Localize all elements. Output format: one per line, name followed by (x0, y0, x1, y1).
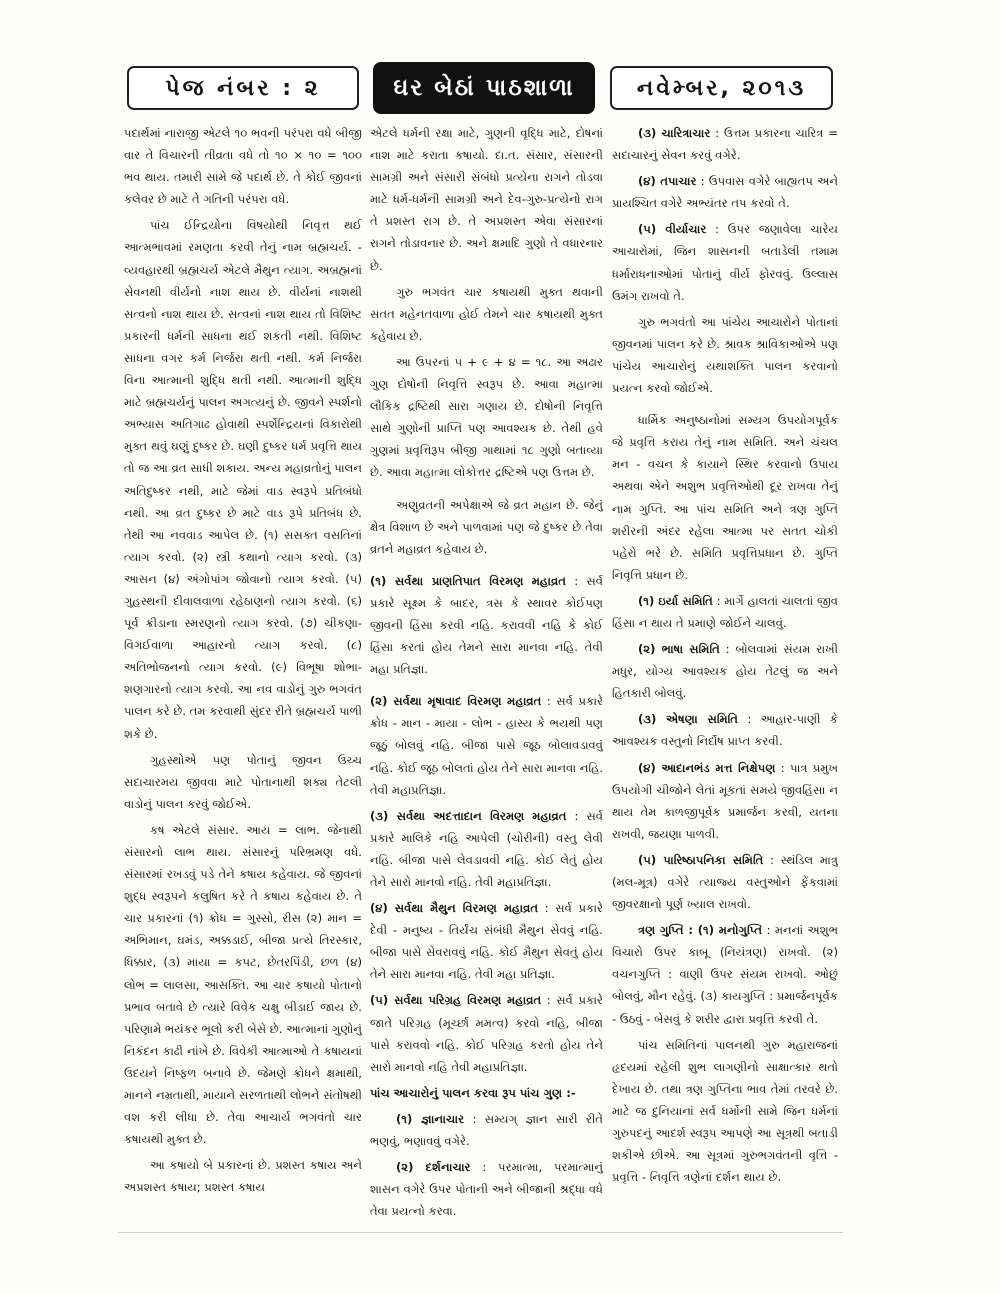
vow-text: : સર્વ પ્રકારે સૂક્ષ્મ કે બાદર, ત્રસ કે સ્થાવર કોઈપણ જીવની હિંસા કરવી નહિ. કરાવવી નહિ કે કોઈ હિંસા કરતાં હોય તેમને સારા માનવા નહિ. તેવી મહા પ્રતિજ્ઞા. (370, 573, 603, 677)
bottom-rule (118, 1232, 843, 1233)
samiti-heading: (૨) ભાષા સમિતિ (638, 642, 720, 657)
masthead-title: ઘર બેઠાં પાઠશાળા (393, 75, 575, 101)
samiti-1 (612, 590, 838, 634)
paragraph: ગુરુ ભગવંતો આ પાંચેય આચારોને પોતાનાં જીવનમાં પાલન કરે છે. શ્રાવક શ્રાવિકાઓએ પણ પાંચેય આચારોનું યથાશક્તિ પાલન કરવાનો પ્રયત્ન કરવો જોઈએ. (612, 314, 838, 396)
conduct-1 (370, 1108, 603, 1152)
conduct-heading: (૪) તપાચાર (638, 174, 697, 189)
samiti-5 (612, 849, 838, 915)
vow-text: : સર્વ પ્રકારે માલિકે નહિ આપેલી (ચોરીની) વસ્તુ લેવી નહિ. બીજા પાસે લેવડાવવી નહિ. કોઈ લેતું હોય તેને સારો માનવો નહિ. તેવી મહાપ્રતિજ્ઞા. (370, 808, 603, 889)
vow-label: મહાવ્રત (507, 694, 542, 709)
paragraph: આ કષાયો બે પ્રકારનાં છે. પ્રશસ્ત કષાય અને અપ્રશસ્ત કષાય; પ્રશસ્ત કષાય (124, 1158, 362, 1195)
conduct-text: : ઉત્તમ પ્રકારના ચારિત્ર = સદાચારનું સેવન કરવું વગેરે. (612, 126, 838, 163)
vow-1 (370, 570, 603, 680)
samiti-heading: (૧) ઇર્યા સમિતિ (638, 593, 713, 608)
samiti-text: : સ્થંડિલ માત્રુ (મલ-મૂત્ર) વગેરે ત્યાજ્ય વસ્તુઓને ફેંકવામાં જીવરક્ષાનો પૂર્ણ ખ્યાલ રાખવો. (612, 852, 838, 912)
issue-date-box (610, 66, 833, 110)
page-header (0, 58, 1000, 118)
conduct-heading: (૧) જ્ઞાનાચાર (396, 1111, 465, 1126)
vow-5 (370, 989, 603, 1077)
conduct-4 (612, 170, 838, 214)
conduct-2 (370, 1156, 603, 1222)
paragraph: કષ એટલે સંસાર. આય = લાભ. જેનાથી સંસારનો લાભ થાય. સંસારનું પરિભ્રમણ વધે. સંસારમાં રખડવું પડે તેને કષાય કહેવાય. જે જીવનાં શુદ્ધ સ્વરૂપને કલુષિત કરે તે કષાય કહેવાય છે. તે ચાર પ્રકારનાં (૧) ક્રોધ = ગુસ્સો, રીસ (૨) માન = અભિમાન, ઘમંડ, અક્કડાઈ, બીજા પ્રત્યે તિરસ્કાર, ધિક્કાર, (૩) માયા = કપટ, છેતરપિંડી, છળ (૪) લોભ = લાલસા, આસક્તિ. આ ચાર કષાયો પોતાનો પ્રભાવ બતાવે છે ત્યારે વિવેક ચક્ષુ બીડાઈ જાય છે. પરિણામે ભયંકર ભૂલો કરી બેસે છે. આત્માનાં ગુણોનું નિકંદન કાઢી નાંખે છે. વિવેકી આત્માઓ તે કષાયનાં ઉદયને નિષ્ફળ બનાવે છે. જેમણે ક્રોધને ક્ષમાથી, માનને નમ્રતાથી, માયાને સરળતાથી લોભને સંતોષથી વશ કરી લીધા છે. તેવા આચાર્ય ભગવંતો ચાર કષાયથી મુક્ત છે. (124, 822, 362, 1147)
conduct-3 (612, 122, 838, 166)
conduct-text: : ઉપવાસ વગેરે બાહ્યતપ અને પ્રાયશ્ચિત વગેરે અભ્યંતર તપ કરવો તે. (612, 174, 838, 211)
column-3 (612, 122, 838, 1232)
paragraph: ગુરુ ભગવંત ચાર કષાયથી મુક્ત થવાની સતત મહેનતવાળા હોઈ તેમને ચાર કષાયથી મુક્ત કહેવાય છે. (370, 284, 603, 343)
samiti-4 (612, 757, 838, 845)
samiti-2 (612, 638, 838, 704)
page-number-box (127, 66, 359, 110)
column-2 (370, 122, 603, 1232)
paragraph: પદાર્થમાં નારાજી એટલે ૧૦ ભવની પરંપરા વધે બીજી વાર તે વિચારની તીવ્રતા વધે તો ૧૦ × ૧૦ = ૧૦૦ ભવ થાય. તમારી સામે જે પદાર્થ છે. તે કોઈ જીવનાં કલેવર છે માટે તે ગતિની પરંપરા વધે. (124, 126, 362, 207)
vow-label: મહાવ્રત (532, 808, 567, 823)
samiti-3 (612, 708, 838, 752)
vow-heading: (૨) સર્વથા મૃષાવાદ વિરમણ (370, 694, 502, 709)
samiti-heading: (૪) આદાનભંડ મત્ત નિક્ષેપણ (638, 760, 776, 775)
paragraph: પાંચ સમિતિનાં પાલનથી ગુરુ મહારાજનાં હૃદયમાં રહેલી શુભ લાગણીનો સાક્ષાત્કાર થતો દેખાય છે. તથા ત્રણ ગુપ્તિના ભાવ તેમાં તરવરે છે. માટે જ દુનિયાનાં સર્વ ધર્મોની સામે જિન ધર્મનાં ગુરુપદનું આદર્શ સ્વરૂપ આપણે આ સૂત્રથી બતાડી શકીએ છીએ. આ સૂત્રમાં ગુરુભગવંતની વૃત્તિ - પ્રવૃત્તિ - નિવૃત્તિ ત્રણેનાં દર્શન થાય છે. (612, 1037, 838, 1185)
samiti-heading: (૩) એષણા સમિતિ (638, 712, 738, 727)
conduct-heading: (૨) દર્શનાચાર (396, 1160, 471, 1175)
section-heading: પાંચ આચારોનું પાલન કરવા રૂપ પાંચ ગુણ :- (370, 1085, 576, 1100)
column-1 (124, 122, 362, 1232)
vow-heading: (૪) સર્વથા મૈથુન વિરમણ મહાવ્રત (370, 901, 539, 916)
conduct-text: : ઉપર જણાવેલા ચારેય આચારોમાં, જિન શાસનની બતાડેલી તમામ ધર્મારાધનાઓમાં પોતાનું વીર્ય ફોરવવું. ઉલ્લાસ ઉમંગ રાખવો તે. (612, 222, 838, 303)
conduct-heading: (૩) ચારિત્રાચાર (638, 126, 711, 140)
samiti-text: : આહાર-પાણી કે આવશ્યક વસ્તુનો નિર્દોષ પ્રાપ્ત કરવી. (612, 712, 838, 749)
page-number: પેજ નંબર : ૨ (165, 75, 321, 101)
vow-2 (370, 690, 603, 800)
vow-heading: (૫) સર્વથા પરિગ્રહ વિરમણ (370, 993, 502, 1008)
samiti-text: : પાત્ર પ્રમુખ ઉપયોગી ચીજોને લેતાં મૂકતાં સમયે જીવહિંસા ન થાય તેમ કાળજીપૂર્વક પ્રમાર્જન કરવી, યતના રાખવી, જયણા પાળવી. (612, 760, 838, 841)
vow-label: મહાવ્રત (506, 993, 542, 1008)
article-body (0, 122, 1000, 1232)
samiti-text: : માર્ગે હાલતાં ચાલતાં જીવ હિંસા ન થાય તે પ્રમાણે જોઈને ચાલવું. (612, 593, 838, 630)
paragraph: ગુહસ્થોએ પણ પોતાનું જીવન ઉચ્ચ સદાચારમય જીવવા માટે પોતાનાથી શક્ય તેટલી વાડોનું પાલન કરવું જોઈએ. (124, 752, 362, 811)
paragraph: આ ઉપરનાં ૫ + ૯ + ૪ = ૧૮. આ અઢાર ગુણ દોષોની નિવૃત્તિ સ્વરૂપ છે. આવા મહાત્મા લૌકિક દ્રષ્ટિથી સારા ગણાય છે. દોષોની નિવૃત્તિ સાથે ગુણોની પ્રાપ્તિ પણ આવશ્યક છે. તેથી હવે ગુણમાં પ્રવૃત્તિરૂપ બીજી ગાથામાં ૧૮ ગુણો બતાવ્યા છે. આવા મહાત્મા લોકોત્તર દ્રષ્ટિએ પણ ઉત્તમ છે. (370, 354, 603, 480)
vow-3 (370, 805, 603, 893)
gupti-text: : મનનાં અશુભ વિચારો ઉપર કાબૂ (નિયંત્રણ) રાખવો. (૨) વચનગુપ્તિ : વાણી ઉપર સંયમ રાખવો. ઓછું બોલવું, મૌન રહેવું. (૩) કાયગુપ્તિ : પ્રમાર્જનપૂર્વક - ઉઠવું - બેસવું કે શરીર દ્વારા પ્રવૃત્તિ કરવી તે. (612, 923, 838, 1026)
vow-heading: (૧) સર્વથા પ્રાણતિપાત વિરમણ (370, 573, 524, 588)
paragraph: અણુવ્રતની અપેક્ષાએ જે વ્રત મહાન છે. જેનું ક્ષેત્ર વિશાળ છે અને પાળવામાં પણ જે દુષ્કર છે તેવા વ્રતને મહાવ્રત કહેવાય છે. (370, 497, 603, 556)
vow-text: : સર્વ પ્રકારે દેવી - મનુષ્ય - તિર્યંચ સંબંધી મૈથુન સેવવું નહિ. બીજા પાસે સેવરાવવું નહિ. કોઈ મૈથુન સેવતું હોય તેને સારા માનવા નહિ. તેવી મહા પ્રતિજ્ઞા. (370, 901, 603, 982)
paragraph: એટલે ધર્મની રક્ષા માટે, ગુણની વૃદ્ધિ માટે, દોષનાં નાશ માટે કરાતા કષાયો. દા.ત. સંસાર, સંસારની સામગ્રી અને સંસારી સંબંધો પ્રત્યેના રાગને તોડવા માટે ધર્મ-ધર્મની સામગ્રી અને દેવ-ગુરુ-પ્રત્યેનો રાગ તે પ્રશસ્ત રાગ છે. તે અપ્રશસ્ત એવા સંસારનાં રાગને તોડાવનાર છે. અને ક્ષમાદિ ગુણો તે વધારનાર છે. (370, 126, 603, 273)
vow-text: : સર્વ પ્રકારે જાતે પરિગ્રહ (મૂર્ચ્છા મમત્વ) કરવો નહિ, બીજા પાસે કરાવવો નહિ. કોઈ પરિગ્રહ કરતો હોય તેને સારો માનવો નહિ તેવી મહાપ્રતિજ્ઞા. (370, 993, 603, 1074)
vow-heading: (૩) સર્વથા અદત્તાદાન વિરમણ (370, 808, 525, 823)
conduct-text: : સમ્યગ્ જ્ઞાન સારી રીતે ભણવું, ભણાવવું વગેરે. (370, 1111, 603, 1149)
gupti-heading: ત્રણ ગુપ્તિ : (૧) મનોગુપ્તિ (638, 923, 763, 938)
samiti-heading: (૫) પારિષ્ઠાપનિકા સમિતિ (638, 852, 764, 867)
vow-label: મહાવ્રત (531, 573, 566, 588)
conduct-heading: (૫) વીર્યાચાર (638, 222, 707, 237)
samiti-text: : બોલવામાં સંયમ રાખી મધુર, યોગ્ય આવશ્યક હોય તેટલું જ અને હિતકારી બોલવું. (612, 642, 838, 701)
conduct-text: : પરમાત્મા, પરમાત્માનું શાસન વગેરે ઉપર પોતાની અને બીજાની શ્રદ્ધા વધે તેવા પ્રયત્નો કરવા. (370, 1160, 603, 1219)
gupti (612, 919, 838, 1029)
masthead-title-box (373, 62, 595, 114)
conduct-5 (612, 218, 838, 306)
vow-4 (370, 897, 603, 985)
paragraph: ધાર્મિક અનુષ્ઠાનોમાં સમ્યગ ઉપયોગપૂર્વક જે પ્રવૃત્તિ કરાય તેનું નામ સમિતિ. અને ચંચલ મન - વચન કે કાયાને સ્થિર કરવાનો ઉપાય અથવા એને અશુભ પ્રવૃત્તિઓથી દૂર રાખવા તેનું નામ ગુપ્તિ. આ પાંચ સમિતિ અને ત્રણ ગુપ્તિ શરીરની અંદર રહેલા આત્મા પર સતત ચોકી પહેરો ભરે છે. સમિતિ પ્રવૃત્તિપ્રધાન છે. ગુપ્તિ નિવૃત્તિ પ્રધાન છે. (612, 413, 838, 582)
vow-text: : સર્વ પ્રકારે ક્રોધ - માન - માયા - લોભ - હાસ્ય કે ભયથી પણ જૂઠું બોલવું નહિ. બીજા પાસે જૂઠ બોલાવડાવવું નહિ. કોઈ જૂઠ બોલતાં હોય તેને સારા માનવા નહિ. તેવી મહાપ્રતિજ્ઞા. (370, 694, 603, 797)
issue-date: નવેમ્બર, ૨૦૧૩ (636, 75, 807, 101)
paragraph: પાંચ ઈન્દ્રિયોના વિષયોથી નિવૃત્ત થઈ આત્મભાવમાં રમણતા કરવી તેનું નામ બ્રહ્મચર્ય. - વ્યવહારથી બ્રહ્મચર્ય એટલે મૈથુન ત્યાગ. અબ્રહ્મનાં સેવનથી વીર્યનો નાશ થાય છે. વીર્યનાં નાશથી સત્વનો નાશ થાય છે. સત્વનાં નાશ થાય તો વિશિષ્ટ પ્રકારની ધર્મની સાધના થઈ શકતી નથી. વિશિષ્ટ સાધના વગર કર્મ નિર્જરા થતી નથી. કર્મ નિર્જરા વિના આત્માની શુદ્ધિ થતી નથી. આત્માની શુદ્ધિ માટે બ્રહ્મચર્યનું પાલન અગત્યનું છે. જીવને સ્પર્શનો અભ્યાસ અતિગાઢ હોવાથી સ્પર્શેન્દ્રિયનાં વિકારોથી મુક્ત થવું ઘણું દુષ્કર છે. ઘણી દુષ્કર ધર્મ પ્રવૃત્તિ થાય તો જ આ વ્રત સાધી શકાય. અન્ય મહાવ્રતોનું પાલન અતિદુષ્કર નથી, માટે જેમાં વાડ સ્વરૂપે પ્રતિબંધો નથી. આ વ્રત દુષ્કર છે માટે વાડ રૂપે પ્રતિબંધ છે. તેથી આ નવવાડ આપેલ છે. (૧) સસક્ત વસતિનાં ત્યાગ કરવો. (૨) સ્ત્રી કથાનો ત્યાગ કરવો. (૩) આસન (૪) અંગોપાંગ જોવાનો ત્યાગ કરવો. (૫) ગુહસ્થની દીવાલવાળા રહેઠાણનો ત્યાગ કરવો. (૬) પૂર્વ ક્રીડાના સ્મરણનો ત્યાગ કરવો. (૭) ચીકણા-વિગઈવાળા આહારનો ત્યાગ કરવો. (૮) અતિભોજનનો ત્યાગ કરવો. (૯) વિભૂષા શોભા-શણગારનો ત્યાગ કરવો. આ નવ વાડોનું ગુરુ ભગવંત પાલન કરે છે. તમ કરવાથી સુંદર રીતે બ્રહ્મચર્ય પાળી શકે છે. (124, 218, 362, 741)
